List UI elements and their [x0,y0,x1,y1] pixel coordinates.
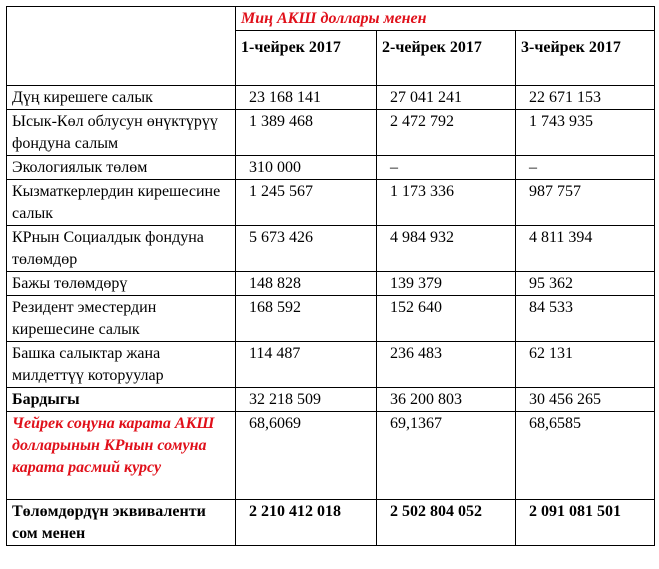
cell-value: 4 811 394 [516,226,655,272]
exchange-rate-value: 68,6585 [516,412,655,500]
cell-value: 27 041 241 [377,86,516,110]
cell-value: 2 472 792 [377,110,516,156]
equivalent-value: 2 210 412 018 [236,500,377,546]
cell-value: 1 173 336 [377,180,516,226]
column-header-q3: 3-чейрек 2017 [516,31,655,86]
cell-value: 148 828 [236,272,377,296]
cell-value: 95 362 [516,272,655,296]
total-label: Бардыгы [7,388,236,412]
row-label: Башка салыктар жана милдеттүү которуулар [7,342,236,388]
table-row [7,272,655,296]
total-value: 30 456 265 [516,388,655,412]
table-row [7,180,655,226]
equivalent-row [7,500,655,546]
row-label: Дүң кирешеге салык [7,86,236,110]
table-row [7,226,655,272]
exchange-rate-value: 69,1367 [377,412,516,500]
total-row [7,388,655,412]
cell-value: 1 245 567 [236,180,377,226]
cell-value: 22 671 153 [516,86,655,110]
cell-value: 310 000 [236,156,377,180]
exchange-rate-value: 68,6069 [236,412,377,500]
total-value: 36 200 803 [377,388,516,412]
exchange-rate-row [7,412,655,500]
row-label: КРнын Социалдык фондуна төлөмдөр [7,226,236,272]
row-label: Резидент эместердин кирешесине салык [7,296,236,342]
equivalent-value: 2 502 804 052 [377,500,516,546]
cell-value: 152 640 [377,296,516,342]
table-row [7,110,655,156]
cell-value: 236 483 [377,342,516,388]
equivalent-label: Төлөмдөрдүн эквиваленти сом менен [7,500,236,546]
cell-value: 62 131 [516,342,655,388]
cell-value: 1 743 935 [516,110,655,156]
cell-value: 23 168 141 [236,86,377,110]
total-value: 32 218 509 [236,388,377,412]
equivalent-value: 2 091 081 501 [516,500,655,546]
cell-value: 1 389 468 [236,110,377,156]
row-label: Кызматкерлердин кирешесине салык [7,180,236,226]
row-label: Экологиялык төлөм [7,156,236,180]
column-header-q2: 2-чейрек 2017 [377,31,516,86]
row-label: Ысык-Көл облусун өнүктүрүү фондуна салым [7,110,236,156]
corner-cell [7,7,236,86]
cell-value: – [377,156,516,180]
cell-value: 987 757 [516,180,655,226]
exchange-rate-label: Чейрек соңуна карата АКШ долларынын КРнын сомуна карата расмий курсу [7,412,236,500]
cell-value: – [516,156,655,180]
table-row [7,296,655,342]
table-row [7,86,655,110]
unit-row [7,7,655,31]
payments-table [6,6,655,546]
table-row [7,156,655,180]
cell-value: 114 487 [236,342,377,388]
cell-value: 5 673 426 [236,226,377,272]
unit-label: Миң АКШ доллары менен [236,7,655,31]
cell-value: 84 533 [516,296,655,342]
cell-value: 4 984 932 [377,226,516,272]
row-label: Бажы төлөмдөрү [7,272,236,296]
cell-value: 139 379 [377,272,516,296]
cell-value: 168 592 [236,296,377,342]
table-row [7,342,655,388]
column-header-q1: 1-чейрек 2017 [236,31,377,86]
